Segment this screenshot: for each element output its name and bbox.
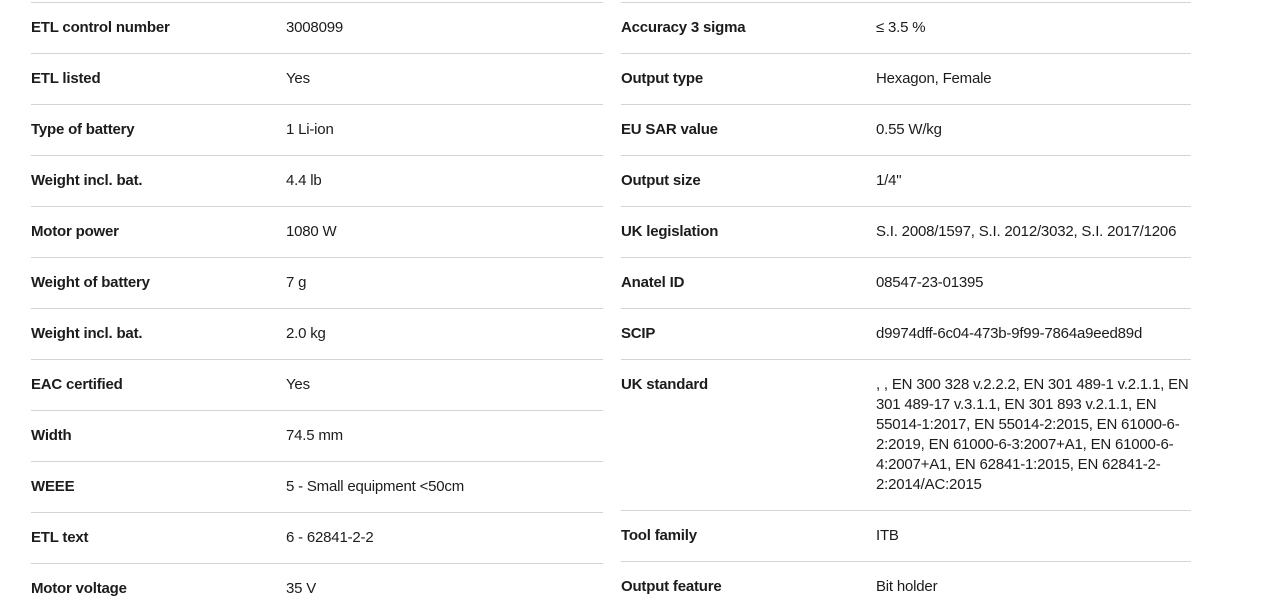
spec-row	[31, 309, 603, 360]
spec-value: d9974dff-6c04-473b-9f99-7864a9eed89d	[876, 325, 1143, 342]
spec-label: Output feature	[621, 578, 722, 595]
spec-value: 1/4"	[876, 172, 902, 189]
spec-row	[31, 54, 603, 105]
spec-label: UK standard	[621, 376, 708, 393]
spec-value: 2.0 kg	[286, 325, 326, 342]
spec-value: Bit holder	[876, 578, 938, 595]
spec-label: ETL control number	[31, 19, 170, 36]
spec-label: ETL text	[31, 529, 89, 546]
spec-row	[31, 411, 603, 462]
spec-value: 3008099	[286, 19, 343, 36]
spec-value: ≤ 3.5 %	[876, 19, 926, 36]
spec-value: S.I. 2008/1597, S.I. 2012/3032, S.I. 2017/1206	[876, 223, 1177, 240]
spec-label: Anatel ID	[621, 274, 685, 291]
spec-row	[621, 207, 1191, 258]
spec-value: 1 Li-ion	[286, 121, 334, 138]
spec-value: 6 - 62841-2-2	[286, 529, 374, 546]
spec-table-left	[31, 2, 603, 612]
spec-label: Output size	[621, 172, 701, 189]
spec-value: 08547-23-01395	[876, 274, 984, 291]
spec-value: 0.55 W/kg	[876, 121, 942, 138]
spec-row	[621, 54, 1191, 105]
spec-value: , , EN 300 328 v.2.2.2, EN 301 489-1 v.2.1.1, EN 301 489-17 v.3.1.1, EN 301 893 v.2.1.1, EN 55014-1:2017, EN 55014-2:2015, EN 61000-6-2:2019, EN 61000-6-3:2007+A1, EN 61000-6-4:2007+A1, EN 62841-1:2015, EN 62841-2-2:2014/AC:2015	[876, 376, 1189, 493]
spec-label: Weight incl. bat.	[31, 172, 143, 189]
spec-row	[31, 360, 603, 411]
spec-value: Yes	[286, 376, 310, 393]
spec-label: Type of battery	[31, 121, 135, 138]
spec-value: ITB	[876, 527, 899, 544]
spec-row	[31, 564, 603, 612]
spec-value: 7 g	[286, 274, 307, 291]
spec-label: WEEE	[31, 478, 75, 495]
spec-row	[31, 462, 603, 513]
spec-row	[621, 309, 1191, 360]
spec-value: 5 - Small equipment <50cm	[286, 478, 465, 495]
spec-label: EAC certified	[31, 376, 123, 393]
spec-label: Output type	[621, 70, 703, 87]
spec-label: ETL listed	[31, 70, 101, 87]
spec-row	[31, 513, 603, 564]
spec-label: Accuracy 3 sigma	[621, 19, 746, 36]
spec-label: Motor voltage	[31, 580, 127, 597]
spec-value: Hexagon, Female	[876, 70, 992, 87]
spec-row	[31, 258, 603, 309]
spec-value: 1080 W	[286, 223, 337, 240]
spec-row	[621, 562, 1191, 612]
spec-row	[31, 3, 603, 54]
spec-label: Weight incl. bat.	[31, 325, 143, 342]
spec-row	[621, 156, 1191, 207]
spec-row	[621, 511, 1191, 562]
spec-value: 74.5 mm	[286, 427, 343, 444]
spec-label: Tool family	[621, 527, 697, 544]
spec-label: Weight of battery	[31, 274, 150, 291]
spec-label: Motor power	[31, 223, 119, 240]
spec-value: 35 V	[286, 580, 317, 597]
spec-row	[31, 207, 603, 258]
spec-row	[621, 105, 1191, 156]
spec-row	[31, 156, 603, 207]
spec-row	[621, 258, 1191, 309]
spec-label: SCIP	[621, 325, 656, 342]
spec-row	[31, 105, 603, 156]
spec-value: 4.4 lb	[286, 172, 322, 189]
spec-label: EU SAR value	[621, 121, 718, 138]
spec-row	[621, 3, 1191, 54]
spec-label: UK legislation	[621, 223, 719, 240]
spec-row	[621, 360, 1191, 511]
spec-table-right	[621, 2, 1191, 612]
spec-value: Yes	[286, 70, 310, 87]
spec-label: Width	[31, 427, 72, 444]
